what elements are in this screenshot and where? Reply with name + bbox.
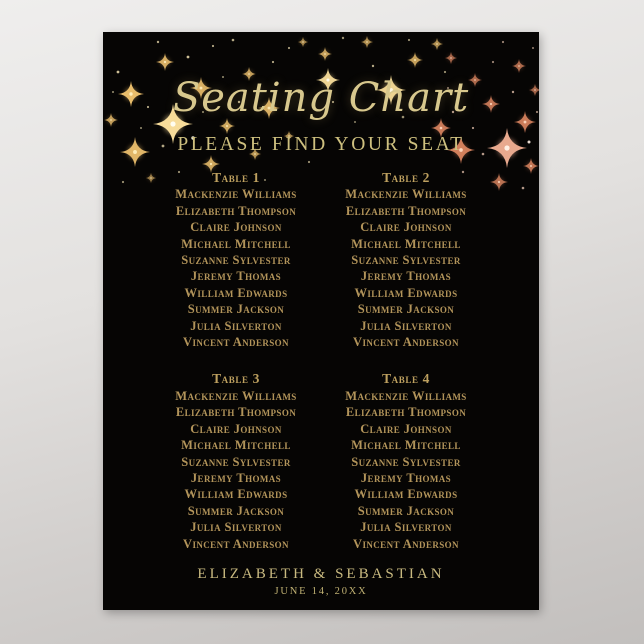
table-label: Table 4 [382, 371, 430, 387]
guest-name: Julia Silverton [190, 318, 282, 333]
guest-name: Suzanne Sylvester [181, 454, 291, 469]
poster-subtitle: PLEASE FIND YOUR SEAT [177, 134, 465, 155]
guest-name: Claire Johnson [190, 421, 282, 436]
guest-name: Mackenzie Williams [345, 388, 467, 403]
guest-name: Jeremy Thomas [190, 269, 282, 284]
guest-name: Mackenzie Williams [345, 187, 467, 202]
guest-name: Suzanne Sylvester [351, 253, 461, 268]
table-label: Table 1 [212, 170, 260, 185]
couple-names: ELIZABETH & SEBASTIAN [197, 566, 445, 582]
guest-name: Suzanne Sylvester [181, 253, 291, 268]
guest-name: Jeremy Thomas [360, 269, 452, 284]
guest-name: Summer Jackson [357, 503, 455, 518]
guest-name: Vincent Anderson [183, 536, 289, 551]
event-date: JUNE 14, 20XX [274, 586, 368, 597]
guest-name: Julia Silverton [360, 520, 452, 535]
guest-name: Elizabeth Thompson [345, 405, 467, 420]
guest-name: Jeremy Thomas [360, 470, 452, 485]
guest-name: Summer Jackson [187, 302, 285, 317]
guest-name: Michael Mitchell [351, 236, 461, 251]
guest-name: Suzanne Sylvester [351, 454, 461, 469]
guest-name: Elizabeth Thompson [175, 405, 297, 420]
table-block-3 [151, 371, 321, 551]
guest-name: Elizabeth Thompson [345, 203, 467, 218]
guest-name: William Edwards [184, 487, 288, 502]
table-block-1 [151, 170, 321, 350]
guest-name: Julia Silverton [360, 318, 452, 333]
guest-name: William Edwards [354, 487, 458, 502]
guest-name: Vincent Anderson [353, 335, 459, 350]
table-label: Table 3 [212, 371, 260, 387]
guest-name: Summer Jackson [357, 302, 455, 317]
guest-name: Elizabeth Thompson [175, 203, 297, 218]
guest-name: Vincent Anderson [183, 335, 289, 350]
guest-name: Mackenzie Williams [175, 187, 297, 202]
table-block-4 [321, 371, 491, 551]
guest-name: Jeremy Thomas [190, 470, 282, 485]
guest-name: Michael Mitchell [181, 438, 291, 453]
guest-name: Michael Mitchell [181, 236, 291, 251]
guest-name: Summer Jackson [187, 503, 285, 518]
guest-name: Michael Mitchell [351, 438, 461, 453]
guest-name: Claire Johnson [360, 220, 452, 235]
table-block-2 [321, 170, 491, 350]
guest-name: Claire Johnson [360, 421, 452, 436]
guest-name: Julia Silverton [190, 520, 282, 535]
guest-name: Vincent Anderson [353, 536, 459, 551]
guest-name: William Edwards [354, 285, 458, 300]
seating-chart-poster [103, 32, 539, 610]
guest-name: Claire Johnson [190, 220, 282, 235]
tables-grid [151, 170, 491, 552]
poster-footer [103, 565, 539, 599]
guest-name: Mackenzie Williams [175, 388, 297, 403]
table-label: Table 2 [382, 170, 430, 185]
guest-name: William Edwards [184, 285, 288, 300]
poster-title: Seating Chart [172, 75, 470, 121]
